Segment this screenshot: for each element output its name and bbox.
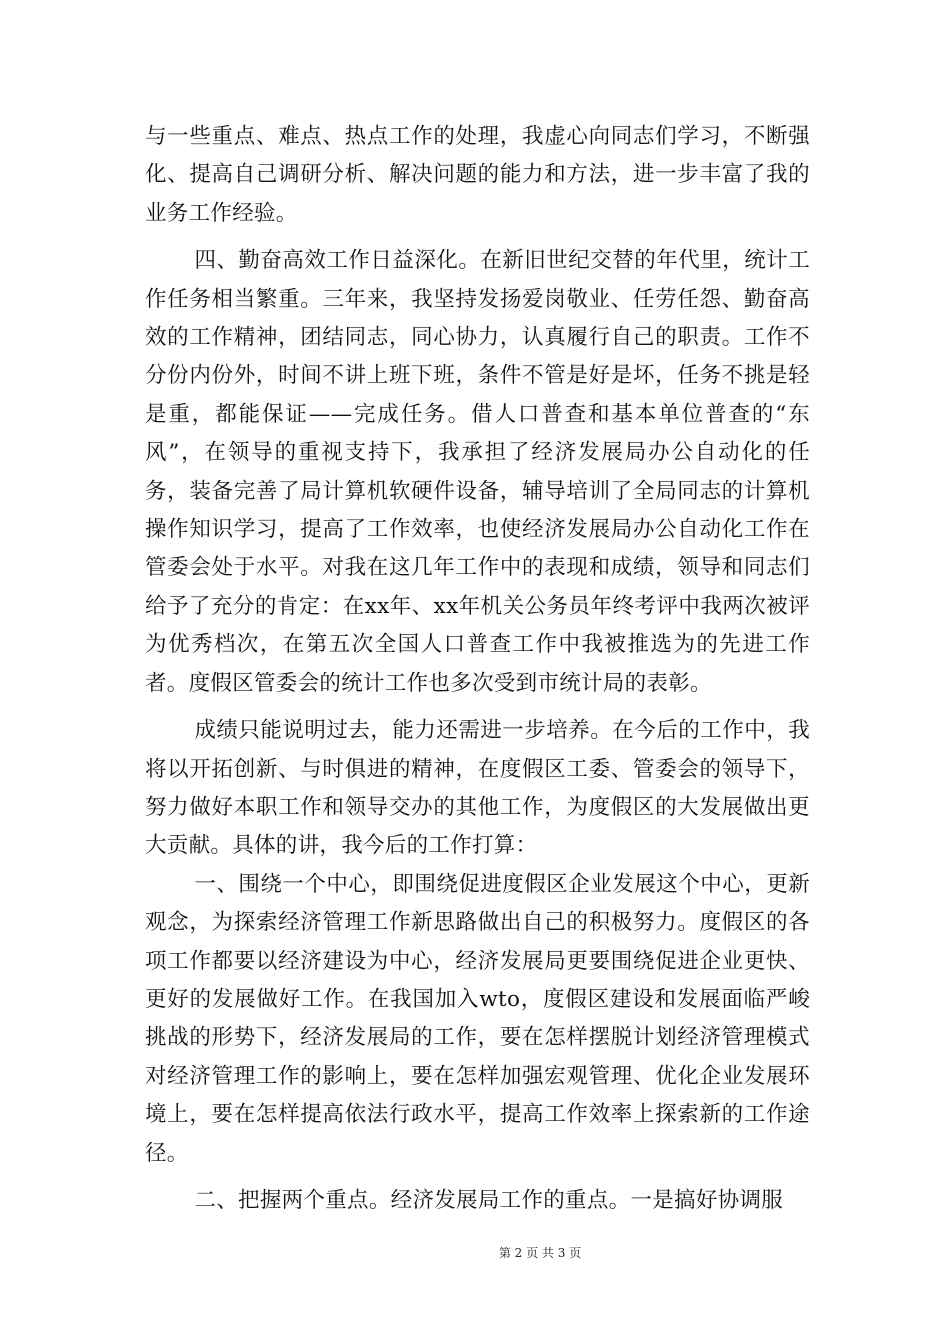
- paragraph-continuation: 与一些重点、难点、热点工作的处理，我虚心向同志们学习，不断强化、提高自己调研分析、解决问题的能力和方法，进一步丰富了我的业务工作经验。: [145, 124, 810, 226]
- paragraph-section-four: 四、勤奋高效工作日益深化。在新旧世纪交替的年代里，统计工作任务相当繁重。三年来，我坚持发扬爱岗敬业、任劳任怨、勤奋高效的工作精神，团结同志，同心协力，认真履行自己的职责。工作不分份内份外，时间不讲上班下班，条件不管是好是坏，任务不挑是轻是重，都能保证——完成任务。借人口普查和基本单位普查的“东风”，在领导的重视支持下，我承担了经济发展局办公自动化的任务，装备完善了局计算机软硬件设备，辅导培训了全局同志的计算机操作知识学习，提高了工作效率，也使经济发展局办公自动化工作在管委会处于水平。对我在这几年工作中的表现和成绩，领导和同志们给予了充分的肯定：在xx年、xx年机关公务员年终考评中我两次被评为优秀档次，在第五次全国人口普查工作中我被推选为的先进工作者。度假区管委会的统计工作也多次受到市统计局的表彰。: [145, 248, 810, 696]
- paragraph-plan-two: 二、把握两个重点。经济发展局工作的重点。一是搞好协调服: [194, 1187, 784, 1213]
- paragraph-plan-one: 一、围绕一个中心，即围绕促进度假区企业发展这个中心，更新观念，为探索经济管理工作新思路做出自己的积极努力。度假区的各项工作都要以经济建设为中心，经济发展局更要围绕促进企业更快、更好的发展做好工作。在我国加入wto，度假区建设和发展面临严峻挑战的形势下，经济发展局的工作，要在怎样摆脱计划经济管理模式对经济管理工作的影响上，要在怎样加强宏观管理、优化企业发展环境上，要在怎样提高依法行政水平，提高工作效率上探索新的工作途径。: [145, 871, 810, 1166]
- page-number-footer: 第 2 页 共 3 页: [498, 1246, 582, 1260]
- document-body: [145, 118, 810, 1220]
- paragraph-future-plans: 成绩只能说明过去，能力还需进一步培养。在今后的工作中，我将以开拓创新、与时俱进的精神，在度假区工委、管委会的领导下，努力做好本职工作和领导交办的其他工作，为度假区的大发展做出更大贡献。具体的讲，我今后的工作打算：: [145, 718, 810, 859]
